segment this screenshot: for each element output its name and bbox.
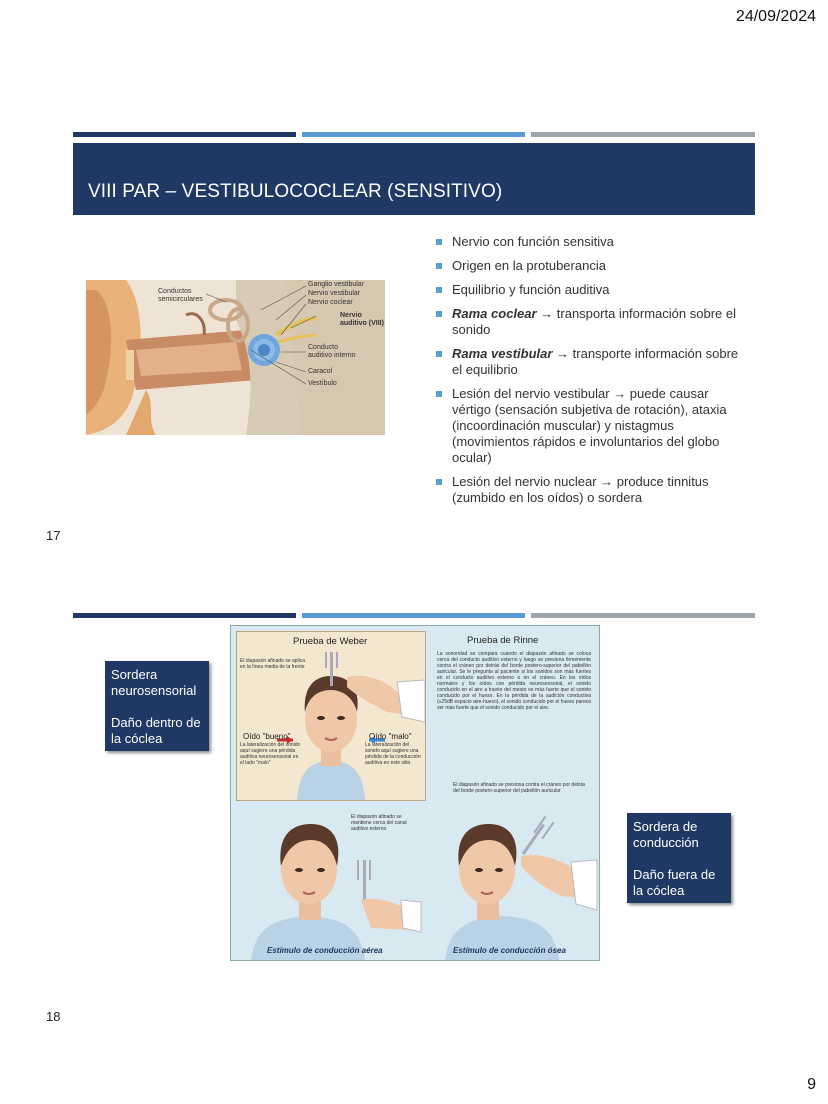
accent-bar-blue <box>302 132 525 137</box>
bullet-text: → transporte información sobre el equilibrio <box>452 346 739 377</box>
weber-text: El diapasón afinado se aplica en la línea media de la frente <box>240 658 306 670</box>
caption-air: Estímulo de conducción aérea <box>267 946 383 955</box>
page-number: 9 <box>807 1076 816 1093</box>
label-conductos: Conductos semicirculares <box>158 288 203 303</box>
accent-bar-navy <box>73 613 296 618</box>
bullet-term: Rama coclear <box>452 306 537 321</box>
label-vestibulo: Vestíbulo <box>308 380 337 387</box>
accent-bar-navy <box>73 132 296 137</box>
label-nervio-vestibular: Nervio vestibular <box>308 290 361 297</box>
rinne-title: Prueba de Rinne <box>467 635 539 646</box>
box-neuro-line1: Sordera neurosensorial <box>111 667 197 698</box>
bullet-text: Nervio con función sensitiva <box>452 234 614 249</box>
ear-anatomy-image <box>86 280 385 435</box>
label-conducto: Conducto auditivo interno <box>308 344 356 359</box>
bullet-text: → transporta información sobre el sonido <box>452 306 736 337</box>
bullet-item <box>435 306 745 338</box>
hearing-tests-figure <box>230 625 600 961</box>
bullet-term: Rama vestibular <box>452 346 553 361</box>
accent-bar-blue <box>302 613 525 618</box>
label-nervio-auditivo: Nervio auditivo (VIII) <box>340 312 384 327</box>
bullet-item <box>435 386 745 466</box>
box-sordera-neurosensorial <box>105 661 209 751</box>
bullet-text: Equilibrio y función auditiva <box>452 282 610 297</box>
bullet-text: Origen en la protuberancia <box>452 258 606 273</box>
slide-17-accent-bars <box>73 132 755 137</box>
accent-bar-gray <box>531 132 755 137</box>
box-cond-line1: Sordera de conducción <box>633 819 699 850</box>
box-cond-line2: Daño fuera de la cóclea <box>633 867 716 898</box>
slide-17-number: 17 <box>46 528 61 543</box>
bullet-item <box>435 282 745 298</box>
slide-18-accent-bars <box>73 613 755 618</box>
bullet-item <box>435 474 745 506</box>
bullet-text: Lesión del nervio vestibular → puede causar vértigo (sensación subjetiva de rotación), ataxia (incoordinación muscular) y nistagmus (movimientos rápidos e involuntarios del globo ocular) <box>452 386 727 465</box>
print-date: 24/09/2024 <box>735 8 816 25</box>
oido-malo-text: La lateralización del sonido aquí sugiere una pérdida de la conducción auditiva en este sitio <box>365 742 421 766</box>
slide-18-number: 18 <box>46 1009 61 1024</box>
weber-title: Prueba de Weber <box>293 636 368 647</box>
slide-17-bullet-list <box>435 234 745 514</box>
label-ganglio: Ganglio vestibular <box>308 281 365 288</box>
rinne-panel <box>431 631 595 801</box>
bullet-item <box>435 234 745 250</box>
caption-bone: Estímulo de conducción ósea <box>453 946 566 955</box>
weber-panel <box>236 631 426 801</box>
oido-bueno-text: La lateralización del sonido aquí sugiere una pérdida auditiva neurosensorial en el lado "malo" <box>240 742 301 766</box>
label-nervio-coclear: Nervio coclear <box>308 299 353 306</box>
box-neuro-line2: Daño dentro de la cóclea <box>111 715 201 746</box>
slide-17-title-bar <box>73 143 755 215</box>
label-caracol: Caracol <box>308 368 333 375</box>
slide-17-title: VIII PAR – VESTIBULOCOCLEAR (SENSITIVO) <box>88 181 503 202</box>
oido-malo-label: Oído "malo" <box>369 732 412 741</box>
bullet-text: Lesión del nervio nuclear → produce tinnitus (zumbido en los oídos) o sordera <box>452 474 709 505</box>
rinne-note: El diapasón afinado se presiona contra el cráneo por detrás del borde postero-superior del pabellón auricular <box>453 782 586 794</box>
bullet-item <box>435 258 745 274</box>
accent-bar-gray <box>531 613 755 618</box>
bullet-item <box>435 346 745 378</box>
rinne-text: La sonoridad se compara cuando el diapasón afinado se coloca cerca del conducto auditivo externo y luego se presiona firmemente contra el cráneo por detrás del borde postero-superior del pabellón auricular. Se le pregunta al paciente si los sonidos son más fuertes en el conducto auditivo externo o en el cráneo. En los oídos normales y los oídos con pérdida neurosensorial, el sonido conducido en el aire a través del meato es más fuerte que el sonido conducido por el hueso. En la pérdida de la audición conductiva (≥25dB espacio aire-hueso), el sonido conducido por el hueso parece ser más fuerte que el sonido conducido por el aire. <box>437 651 591 711</box>
box-sordera-conduccion <box>627 813 731 903</box>
oido-bueno-label: Oído "bueno" <box>243 732 291 741</box>
air-note: El diapasón afinado se mantiene cerca del canal auditivo externo <box>351 814 407 832</box>
